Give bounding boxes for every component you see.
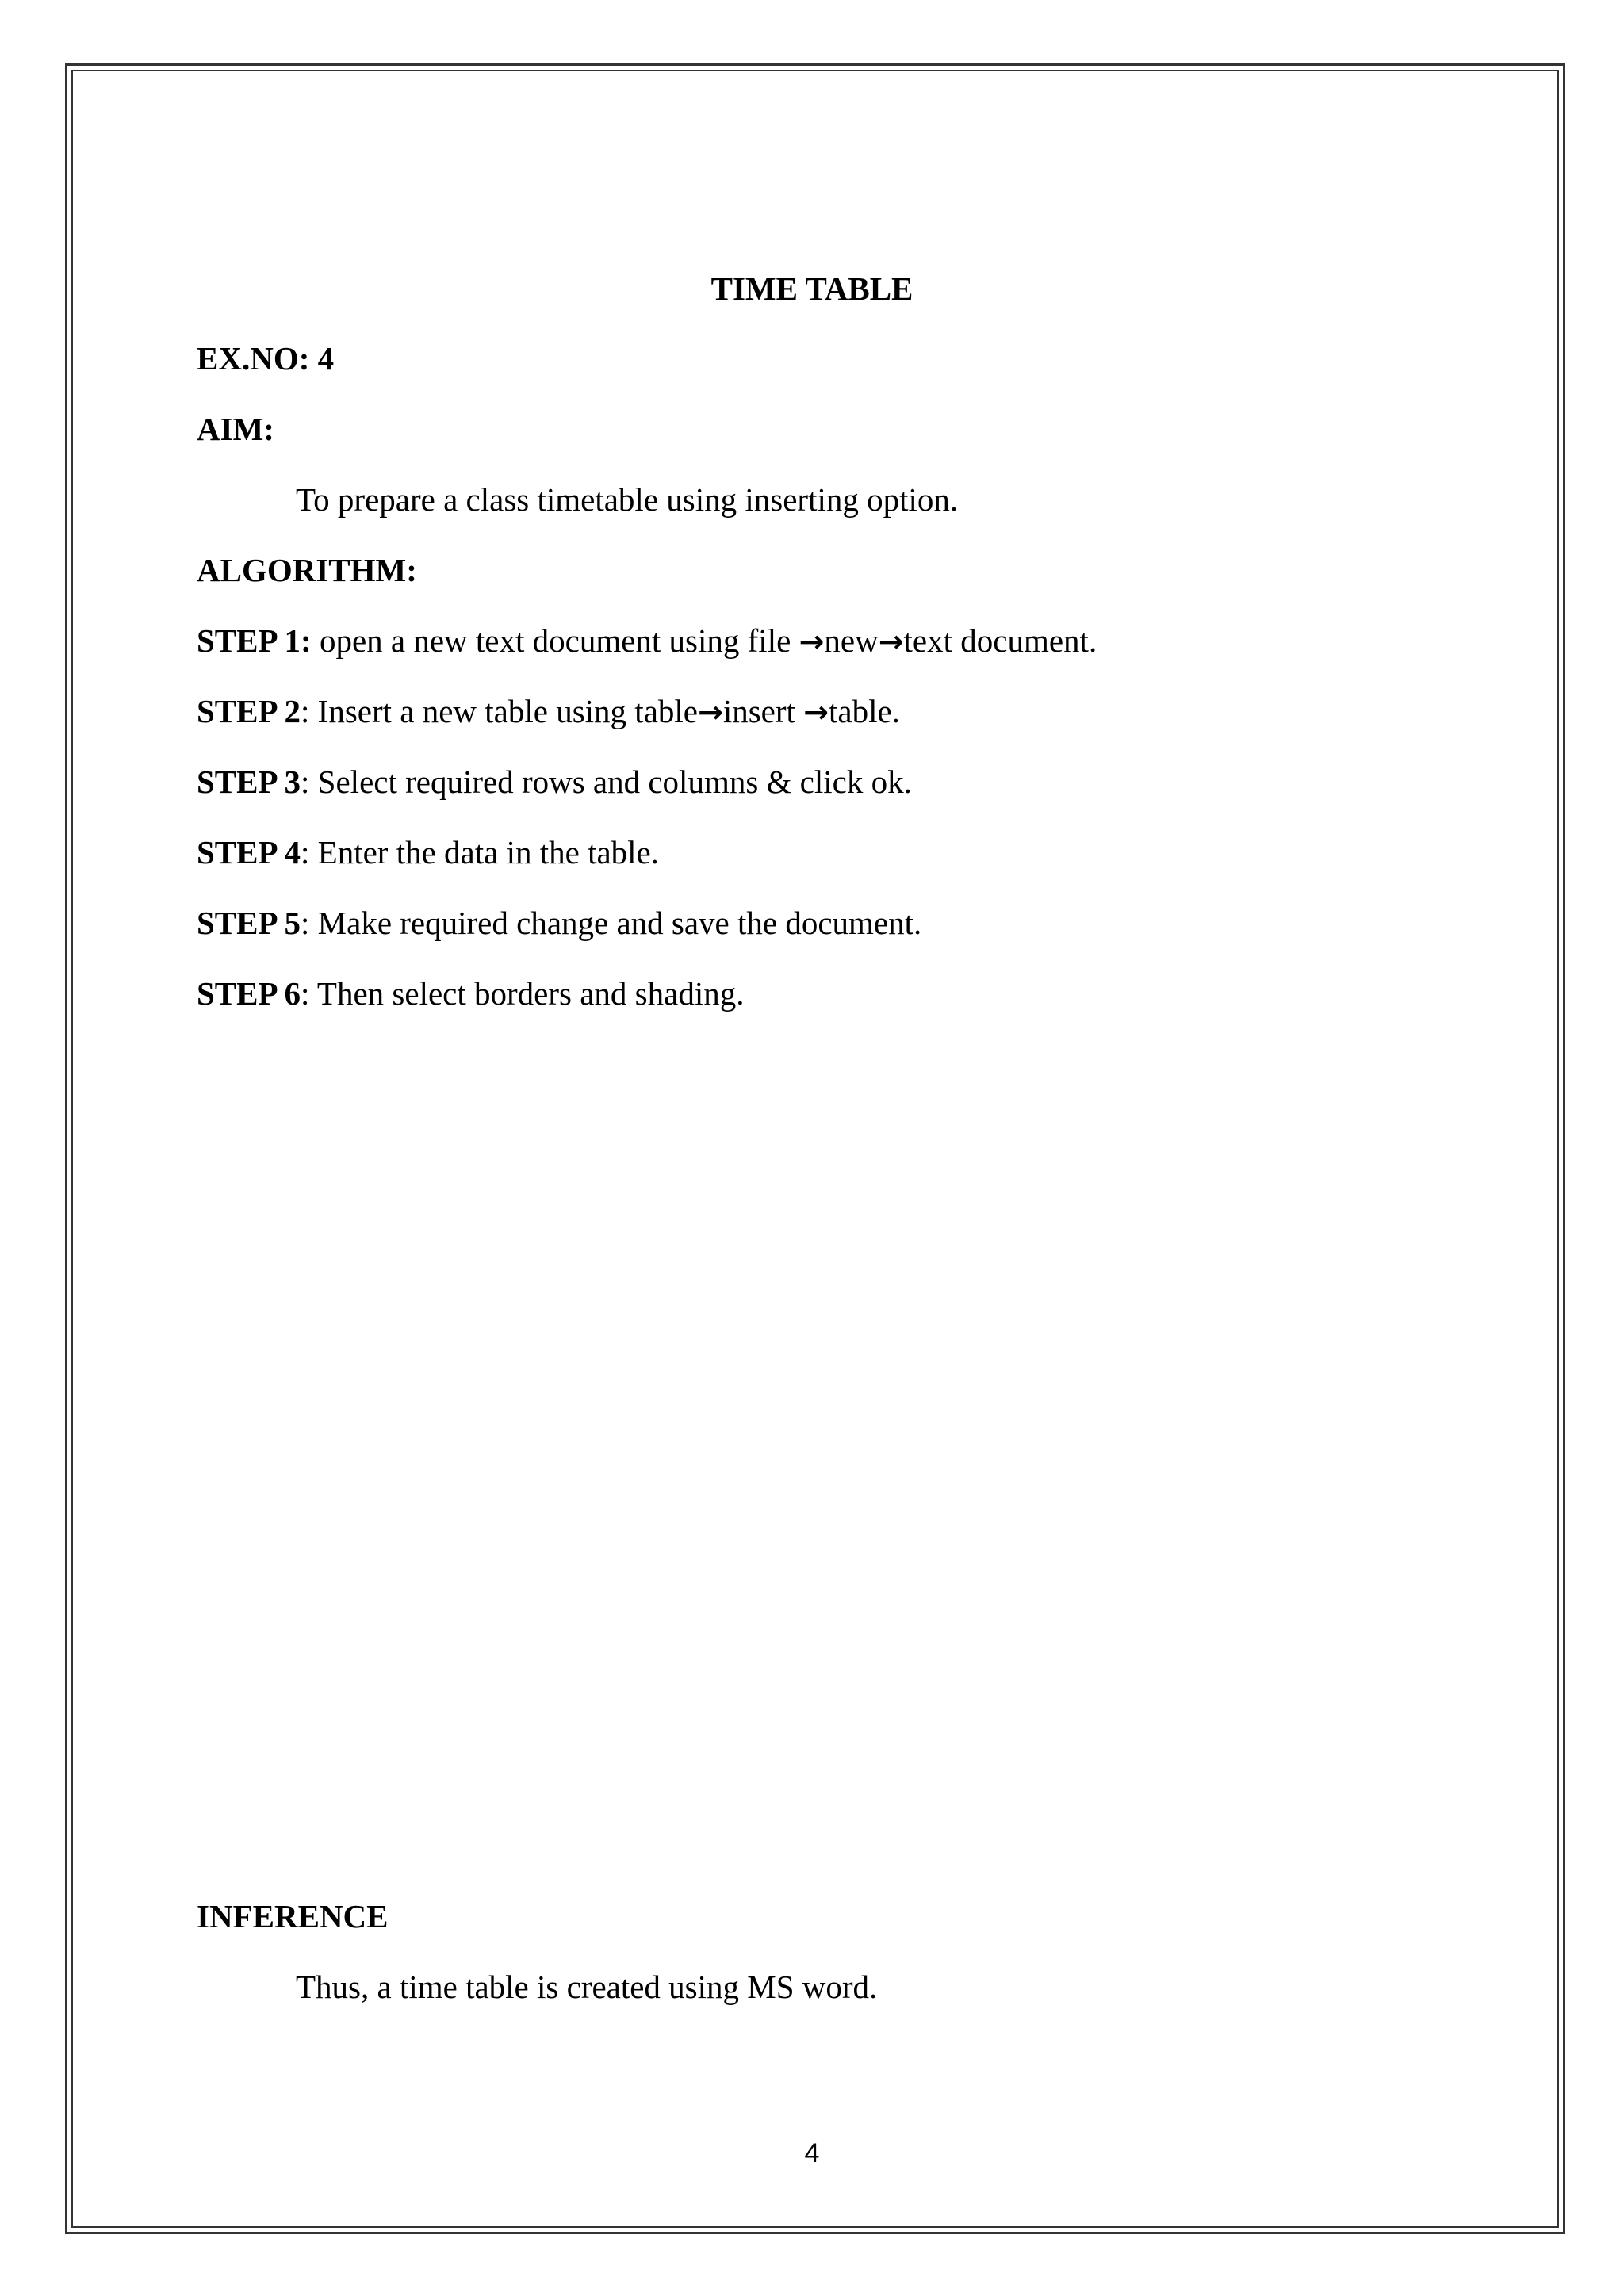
algorithm-heading: ALGORITHM: xyxy=(197,552,417,588)
step-5 xyxy=(197,901,921,945)
step-1 xyxy=(197,618,1097,664)
step-4-text: : Enter the data in the table. xyxy=(301,834,659,871)
exercise-number: EX.NO: 4 xyxy=(197,340,335,377)
step-2-text-a: : Insert a new table using table xyxy=(301,693,698,729)
page-number: 4 xyxy=(804,2138,820,2168)
step-5-label: STEP 5 xyxy=(197,905,301,941)
arrow-icon: → xyxy=(799,624,825,659)
document-title: TIME TABLE xyxy=(710,270,914,307)
step-2-text-b: insert xyxy=(722,693,804,729)
step-4-label: STEP 4 xyxy=(197,834,301,871)
arrow-icon: → xyxy=(803,695,829,729)
inference-heading: INFERENCE xyxy=(197,1898,389,1934)
arrow-icon: → xyxy=(878,624,904,659)
aim-text: To prepare a class timetable using inserting option. xyxy=(296,481,959,518)
inference-text: Thus, a time table is created using MS word. xyxy=(296,1969,878,2005)
arrow-icon: → xyxy=(697,695,723,729)
step-3-text: : Select required rows and columns & click ok. xyxy=(301,763,912,800)
step-1-text-b: new xyxy=(824,622,879,659)
step-1-text-c: text document. xyxy=(903,622,1097,659)
step-6-label: STEP 6 xyxy=(197,975,301,1012)
step-2-label: STEP 2 xyxy=(197,693,301,729)
step-3-label: STEP 3 xyxy=(197,763,301,800)
aim-heading: AIM: xyxy=(197,411,274,447)
step-3 xyxy=(197,760,912,804)
step-5-text: : Make required change and save the document. xyxy=(301,905,922,941)
step-2 xyxy=(197,689,900,734)
step-1-text-a: open a new text document using file xyxy=(311,622,799,659)
step-6-text: : Then select borders and shading. xyxy=(301,975,745,1012)
step-6 xyxy=(197,971,744,1016)
step-2-text-c: table. xyxy=(829,693,900,729)
step-4 xyxy=(197,830,659,874)
step-1-label: STEP 1: xyxy=(197,622,312,659)
